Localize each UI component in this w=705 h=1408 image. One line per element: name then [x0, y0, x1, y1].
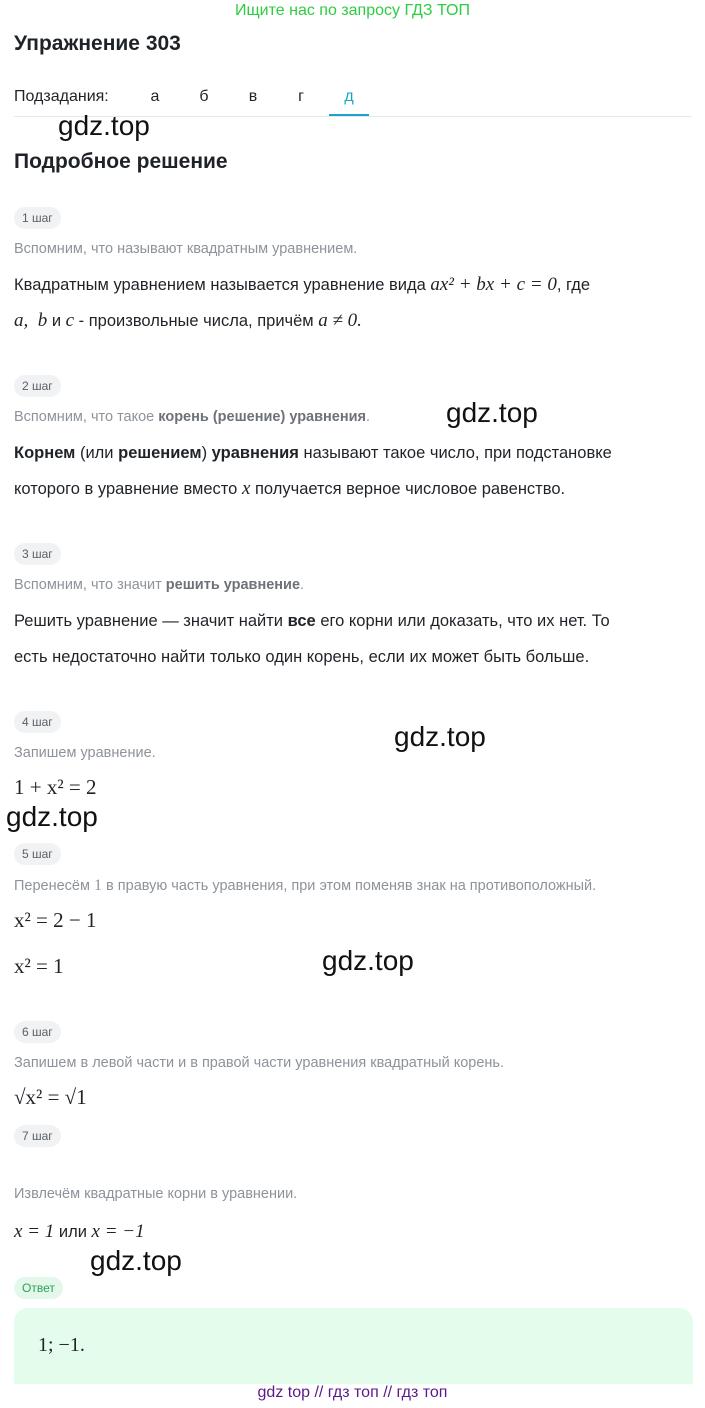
step-note: Вспомним, что значит решить уравнение.: [14, 577, 305, 593]
formula: x = −1: [91, 1221, 145, 1242]
equation: √x² = √1: [14, 1085, 87, 1109]
step-note: Извлечём квадратные корни в уравнении.: [14, 1186, 298, 1202]
section-title: Подробное решение: [14, 150, 228, 173]
watermark: gdz.top: [6, 801, 98, 832]
watermark: gdz.top: [58, 110, 150, 141]
step-note: Вспомним, что такое корень (решение) уравнения.: [14, 409, 371, 425]
step-badge: 3 шаг: [14, 543, 61, 565]
answer-value: 1; −1.: [38, 1334, 85, 1356]
text: , где: [556, 276, 591, 294]
subtasks-label: Подзадания:: [14, 88, 109, 105]
step-note: Запишем в левой части и в правой части уравнения квадратный корень.: [14, 1055, 504, 1071]
footer-links: gdz top // гдз топ // гдз топ: [257, 1384, 448, 1401]
step-text: Квадратным уравнением называется уравнение вида ax² + bx + c = 0, где a, b и c - произвольные числа, причём a ≠ 0.: [14, 274, 591, 331]
equation: x² = 1: [14, 954, 64, 978]
watermark: gdz.top: [322, 945, 414, 976]
watermark: gdz.top: [394, 721, 486, 752]
step-note: Перенесём 1 в правую часть уравнения, при этом поменяв знак на противоположный.: [14, 877, 597, 894]
page-title: Упражнение 303: [14, 32, 181, 55]
step-badge: 2 шаг: [14, 375, 61, 397]
tab-a[interactable]: а: [150, 88, 160, 105]
text: - произвольные числа, причём: [78, 312, 314, 330]
step-badge: 5 шаг: [14, 843, 61, 865]
tab-b[interactable]: б: [199, 88, 209, 105]
step-badge: 1 шаг: [14, 207, 61, 229]
formula: ax² + bx + c = 0: [430, 274, 557, 295]
step-text: Решить уравнение — значит найти все его корни или доказать, что их нет. То есть недостаточно найти только один корень, если их может быть больше.: [14, 612, 610, 666]
tab-v[interactable]: в: [248, 88, 258, 105]
search-banner: Ищите нас по запросу ГДЗ ТОП: [235, 2, 470, 19]
text: Квадратным уравнением называется уравнение вида: [14, 276, 426, 294]
formula: x = 1: [14, 1221, 55, 1242]
step-badge: 7 шаг: [14, 1125, 61, 1147]
watermark: gdz.top: [446, 397, 538, 428]
equation: x² = 2 − 1: [14, 908, 97, 932]
tab-d-active[interactable]: д: [329, 84, 369, 116]
formula: a ≠ 0.: [318, 310, 362, 331]
step-note: Вспомним, что называют квадратным уравнением.: [14, 241, 358, 257]
answer-box: [14, 1308, 693, 1384]
step-note: Запишем уравнение.: [14, 745, 156, 761]
step-badge: 6 шаг: [14, 1021, 61, 1043]
step-text: Корнем (или решением) уравнения называют такое число, при подстановке которого в уравнение вместо x получается верное числовое равенство.: [14, 444, 612, 499]
equation: 1 + x² = 2: [14, 775, 97, 799]
answer-badge: Ответ: [14, 1277, 63, 1299]
tab-g[interactable]: г: [298, 88, 304, 105]
step-text: x = 1 или x = −1: [14, 1221, 145, 1242]
watermark: gdz.top: [90, 1245, 182, 1276]
step-badge: 4 шаг: [14, 711, 61, 733]
